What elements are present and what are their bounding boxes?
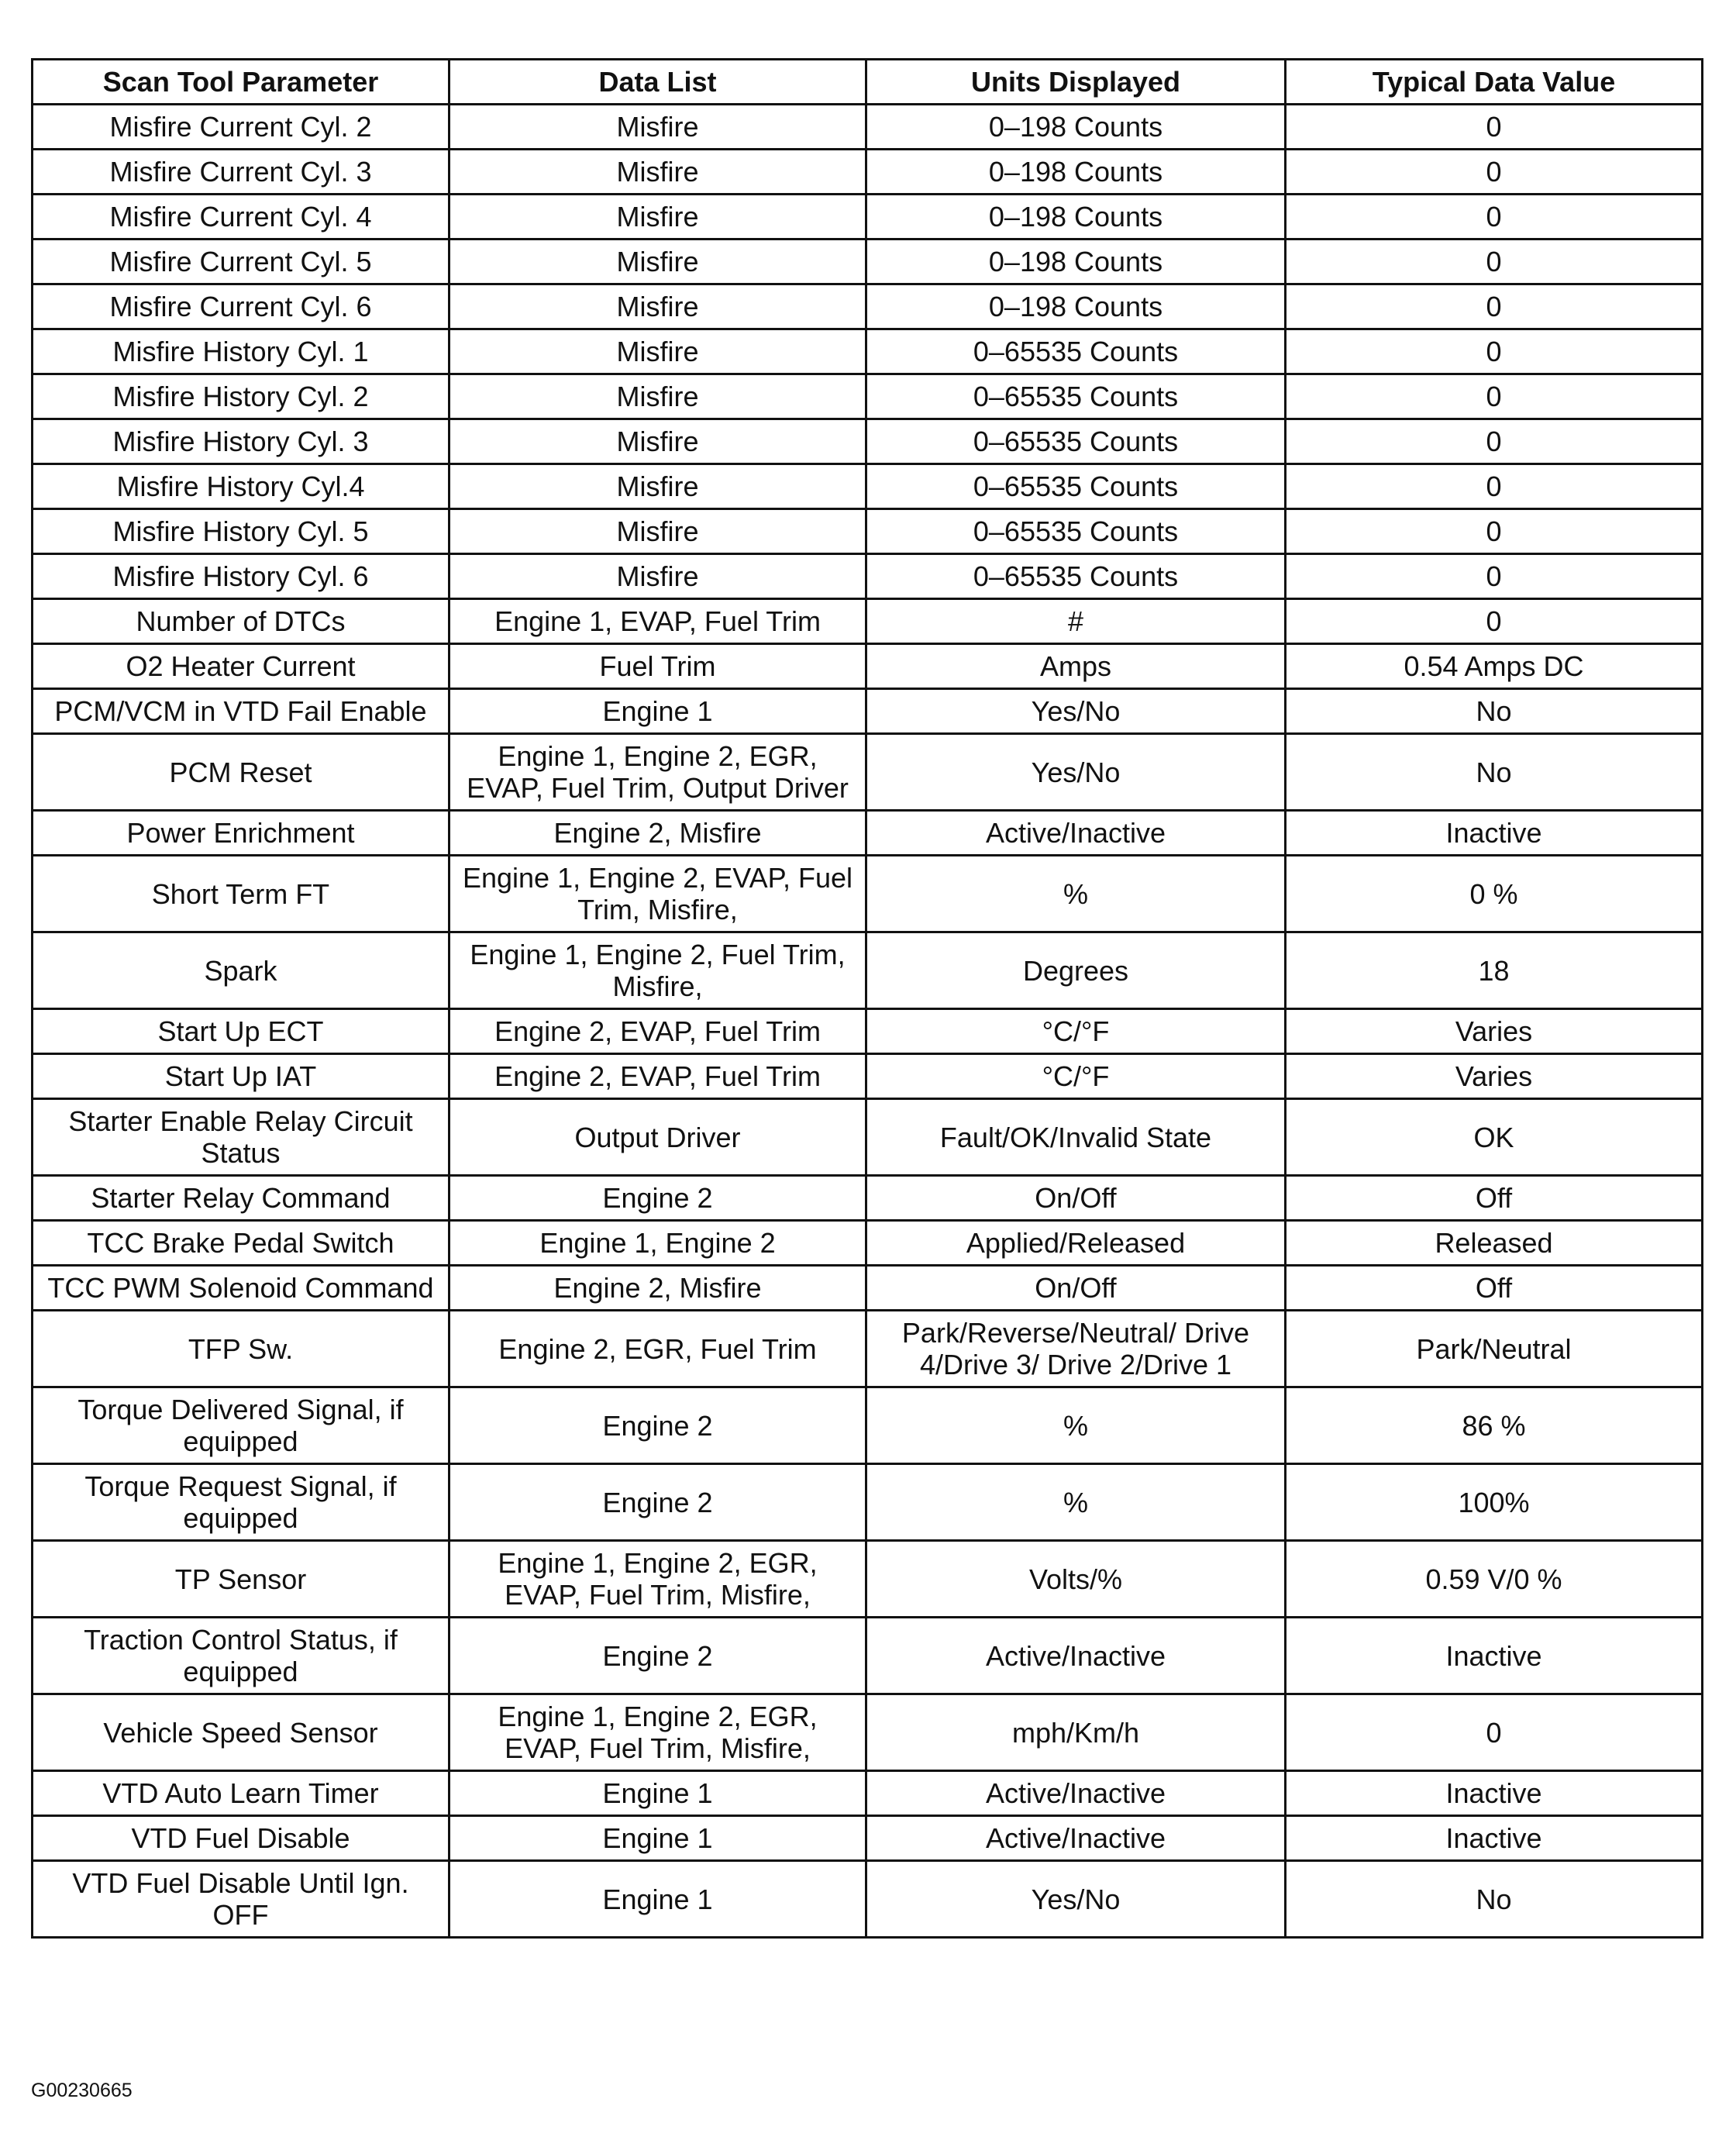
data-list-cell: Engine 1 <box>450 689 866 734</box>
typical-value-cell: No <box>1286 734 1703 811</box>
parameter-cell: Misfire Current Cyl. 2 <box>33 105 450 150</box>
typical-value-cell: 0 <box>1286 599 1703 644</box>
data-list-cell: Engine 1 <box>450 1771 866 1816</box>
data-list-cell: Misfire <box>450 464 866 509</box>
typical-value-cell: 0 <box>1286 374 1703 419</box>
parameter-cell: PCM Reset <box>33 734 450 811</box>
table-row <box>33 1816 1703 1861</box>
table-row <box>33 644 1703 689</box>
data-list-cell: Engine 1 <box>450 1861 866 1938</box>
typical-value-cell: 0 <box>1286 464 1703 509</box>
typical-value-cell: 0 <box>1286 419 1703 464</box>
data-list-cell: Engine 2, Misfire <box>450 1266 866 1311</box>
table-row <box>33 374 1703 419</box>
parameter-cell: TCC Brake Pedal Switch <box>33 1221 450 1266</box>
table-row <box>33 1771 1703 1816</box>
table-row <box>33 1009 1703 1054</box>
typical-value-cell: Inactive <box>1286 1816 1703 1861</box>
table-row <box>33 856 1703 932</box>
typical-value-cell: 0 <box>1286 329 1703 374</box>
parameter-cell: Starter Relay Command <box>33 1176 450 1221</box>
data-list-cell: Engine 1, Engine 2, Fuel Trim, Misfire, <box>450 932 866 1009</box>
parameter-cell: Power Enrichment <box>33 811 450 856</box>
units-cell: 0–198 Counts <box>866 284 1286 329</box>
typical-value-cell: 0.59 V/0 % <box>1286 1541 1703 1618</box>
units-cell: # <box>866 599 1286 644</box>
typical-value-cell: 0.54 Amps DC <box>1286 644 1703 689</box>
units-cell: Yes/No <box>866 734 1286 811</box>
header-typical-data-value: Typical Data Value <box>1286 60 1703 105</box>
typical-value-cell: Inactive <box>1286 1771 1703 1816</box>
table-row <box>33 464 1703 509</box>
parameter-cell: VTD Fuel Disable <box>33 1816 450 1861</box>
units-cell: 0–198 Counts <box>866 240 1286 284</box>
typical-value-cell: Varies <box>1286 1054 1703 1099</box>
units-cell: Volts/% <box>866 1541 1286 1618</box>
data-list-cell: Engine 1, Engine 2, EGR, EVAP, Fuel Trim, Misfire, <box>450 1694 866 1771</box>
data-list-cell: Misfire <box>450 374 866 419</box>
units-cell: 0–65535 Counts <box>866 509 1286 554</box>
data-list-cell: Misfire <box>450 329 866 374</box>
data-list-cell: Engine 2, EVAP, Fuel Trim <box>450 1054 866 1099</box>
typical-value-cell: 0 <box>1286 1694 1703 1771</box>
table-header <box>33 60 1703 105</box>
parameter-cell: Vehicle Speed Sensor <box>33 1694 450 1771</box>
table-row <box>33 1464 1703 1541</box>
units-cell: % <box>866 1387 1286 1464</box>
units-cell: Fault/OK/Invalid State <box>866 1099 1286 1176</box>
typical-value-cell: 0 <box>1286 195 1703 240</box>
parameter-cell: Start Up ECT <box>33 1009 450 1054</box>
table-row <box>33 811 1703 856</box>
parameter-cell: Misfire History Cyl.4 <box>33 464 450 509</box>
data-list-cell: Engine 1, Engine 2, EGR, EVAP, Fuel Trim, Misfire, <box>450 1541 866 1618</box>
units-cell: Park/Reverse/Neutral/ Drive 4/Drive 3/ Drive 2/Drive 1 <box>866 1311 1286 1387</box>
units-cell: % <box>866 856 1286 932</box>
parameter-cell: Torque Delivered Signal, if equipped <box>33 1387 450 1464</box>
parameter-cell: Torque Request Signal, if equipped <box>33 1464 450 1541</box>
typical-value-cell: 0 <box>1286 240 1703 284</box>
units-cell: 0–65535 Counts <box>866 419 1286 464</box>
parameter-cell: TP Sensor <box>33 1541 450 1618</box>
units-cell: On/Off <box>866 1176 1286 1221</box>
data-list-cell: Engine 1 <box>450 1816 866 1861</box>
table-row <box>33 195 1703 240</box>
parameter-cell: Traction Control Status, if equipped <box>33 1618 450 1694</box>
parameter-cell: TFP Sw. <box>33 1311 450 1387</box>
units-cell: 0–198 Counts <box>866 150 1286 195</box>
table-row <box>33 932 1703 1009</box>
table-row <box>33 689 1703 734</box>
data-list-cell: Engine 2 <box>450 1464 866 1541</box>
units-cell: % <box>866 1464 1286 1541</box>
data-list-cell: Engine 2, EGR, Fuel Trim <box>450 1311 866 1387</box>
data-list-cell: Engine 1, EVAP, Fuel Trim <box>450 599 866 644</box>
table-row <box>33 1266 1703 1311</box>
table-row <box>33 1541 1703 1618</box>
table-row <box>33 1618 1703 1694</box>
table-row <box>33 599 1703 644</box>
data-list-cell: Misfire <box>450 195 866 240</box>
units-cell: Active/Inactive <box>866 1618 1286 1694</box>
data-list-cell: Misfire <box>450 419 866 464</box>
typical-value-cell: No <box>1286 689 1703 734</box>
parameter-cell: TCC PWM Solenoid Command <box>33 1266 450 1311</box>
parameter-cell: Misfire History Cyl. 2 <box>33 374 450 419</box>
units-cell: Yes/No <box>866 689 1286 734</box>
parameter-cell: O2 Heater Current <box>33 644 450 689</box>
parameter-cell: Misfire Current Cyl. 3 <box>33 150 450 195</box>
units-cell: 0–65535 Counts <box>866 554 1286 599</box>
table-row <box>33 1176 1703 1221</box>
data-list-cell: Misfire <box>450 240 866 284</box>
table-row <box>33 1694 1703 1771</box>
data-list-cell: Engine 1, Engine 2, EVAP, Fuel Trim, Misfire, <box>450 856 866 932</box>
data-list-cell: Fuel Trim <box>450 644 866 689</box>
units-cell: On/Off <box>866 1266 1286 1311</box>
units-cell: Yes/No <box>866 1861 1286 1938</box>
parameter-cell: Start Up IAT <box>33 1054 450 1099</box>
parameter-cell: Spark <box>33 932 450 1009</box>
data-list-cell: Output Driver <box>450 1099 866 1176</box>
parameter-cell: Misfire History Cyl. 1 <box>33 329 450 374</box>
parameter-cell: Misfire Current Cyl. 6 <box>33 284 450 329</box>
data-list-cell: Engine 1, Engine 2 <box>450 1221 866 1266</box>
parameter-cell: Misfire Current Cyl. 4 <box>33 195 450 240</box>
units-cell: Applied/Released <box>866 1221 1286 1266</box>
typical-value-cell: Inactive <box>1286 811 1703 856</box>
units-cell: 0–65535 Counts <box>866 329 1286 374</box>
units-cell: 0–65535 Counts <box>866 374 1286 419</box>
data-list-cell: Misfire <box>450 105 866 150</box>
table-row <box>33 105 1703 150</box>
typical-value-cell: Released <box>1286 1221 1703 1266</box>
data-list-cell: Engine 2 <box>450 1387 866 1464</box>
units-cell: 0–65535 Counts <box>866 464 1286 509</box>
units-cell: Degrees <box>866 932 1286 1009</box>
parameter-cell: Short Term FT <box>33 856 450 932</box>
parameter-cell: Number of DTCs <box>33 599 450 644</box>
typical-value-cell: Inactive <box>1286 1618 1703 1694</box>
table-row <box>33 1099 1703 1176</box>
data-list-cell: Engine 2, Misfire <box>450 811 866 856</box>
units-cell: 0–198 Counts <box>866 105 1286 150</box>
typical-value-cell: Off <box>1286 1176 1703 1221</box>
units-cell: mph/Km/h <box>866 1694 1286 1771</box>
parameter-cell: VTD Fuel Disable Until Ign. OFF <box>33 1861 450 1938</box>
typical-value-cell: OK <box>1286 1099 1703 1176</box>
table-row <box>33 1054 1703 1099</box>
parameter-cell: Misfire History Cyl. 5 <box>33 509 450 554</box>
table-body <box>33 105 1703 1938</box>
table-row <box>33 1387 1703 1464</box>
data-list-cell: Engine 2, EVAP, Fuel Trim <box>450 1009 866 1054</box>
table-row <box>33 1861 1703 1938</box>
table-row <box>33 150 1703 195</box>
units-cell: Active/Inactive <box>866 1771 1286 1816</box>
header-data-list: Data List <box>450 60 866 105</box>
typical-value-cell: 0 % <box>1286 856 1703 932</box>
header-units-displayed: Units Displayed <box>866 60 1286 105</box>
table-row <box>33 1311 1703 1387</box>
typical-value-cell: No <box>1286 1861 1703 1938</box>
parameter-cell: Misfire Current Cyl. 5 <box>33 240 450 284</box>
units-cell: °C/°F <box>866 1009 1286 1054</box>
table-row <box>33 329 1703 374</box>
typical-value-cell: 0 <box>1286 105 1703 150</box>
table-row <box>33 284 1703 329</box>
typical-value-cell: Off <box>1286 1266 1703 1311</box>
figure-id-label: G00230665 <box>31 2080 133 2101</box>
typical-value-cell: 0 <box>1286 284 1703 329</box>
data-list-cell: Misfire <box>450 284 866 329</box>
typical-value-cell: 100% <box>1286 1464 1703 1541</box>
units-cell: Active/Inactive <box>866 1816 1286 1861</box>
data-list-cell: Misfire <box>450 509 866 554</box>
typical-value-cell: Varies <box>1286 1009 1703 1054</box>
table-row <box>33 240 1703 284</box>
parameter-cell: Misfire History Cyl. 3 <box>33 419 450 464</box>
parameter-cell: Misfire History Cyl. 6 <box>33 554 450 599</box>
data-list-cell: Engine 1, Engine 2, EGR, EVAP, Fuel Trim, Output Driver <box>450 734 866 811</box>
units-cell: Amps <box>866 644 1286 689</box>
units-cell: 0–198 Counts <box>866 195 1286 240</box>
typical-value-cell: 86 % <box>1286 1387 1703 1464</box>
header-row <box>33 60 1703 105</box>
typical-value-cell: 0 <box>1286 554 1703 599</box>
parameter-cell: PCM/VCM in VTD Fail Enable <box>33 689 450 734</box>
scan-tool-parameter-table <box>31 58 1703 1939</box>
header-scan-tool-parameter: Scan Tool Parameter <box>33 60 450 105</box>
typical-value-cell: 18 <box>1286 932 1703 1009</box>
data-list-cell: Engine 2 <box>450 1618 866 1694</box>
table-row <box>33 1221 1703 1266</box>
data-list-cell: Misfire <box>450 150 866 195</box>
table-row <box>33 419 1703 464</box>
table-row <box>33 554 1703 599</box>
parameter-cell: VTD Auto Learn Timer <box>33 1771 450 1816</box>
data-list-cell: Engine 2 <box>450 1176 866 1221</box>
data-list-cell: Misfire <box>450 554 866 599</box>
units-cell: °C/°F <box>866 1054 1286 1099</box>
parameter-cell: Starter Enable Relay Circuit Status <box>33 1099 450 1176</box>
scan-tool-data-sheet <box>31 58 1701 1939</box>
units-cell: Active/Inactive <box>866 811 1286 856</box>
typical-value-cell: Park/Neutral <box>1286 1311 1703 1387</box>
table-row <box>33 734 1703 811</box>
typical-value-cell: 0 <box>1286 509 1703 554</box>
table-row <box>33 509 1703 554</box>
typical-value-cell: 0 <box>1286 150 1703 195</box>
